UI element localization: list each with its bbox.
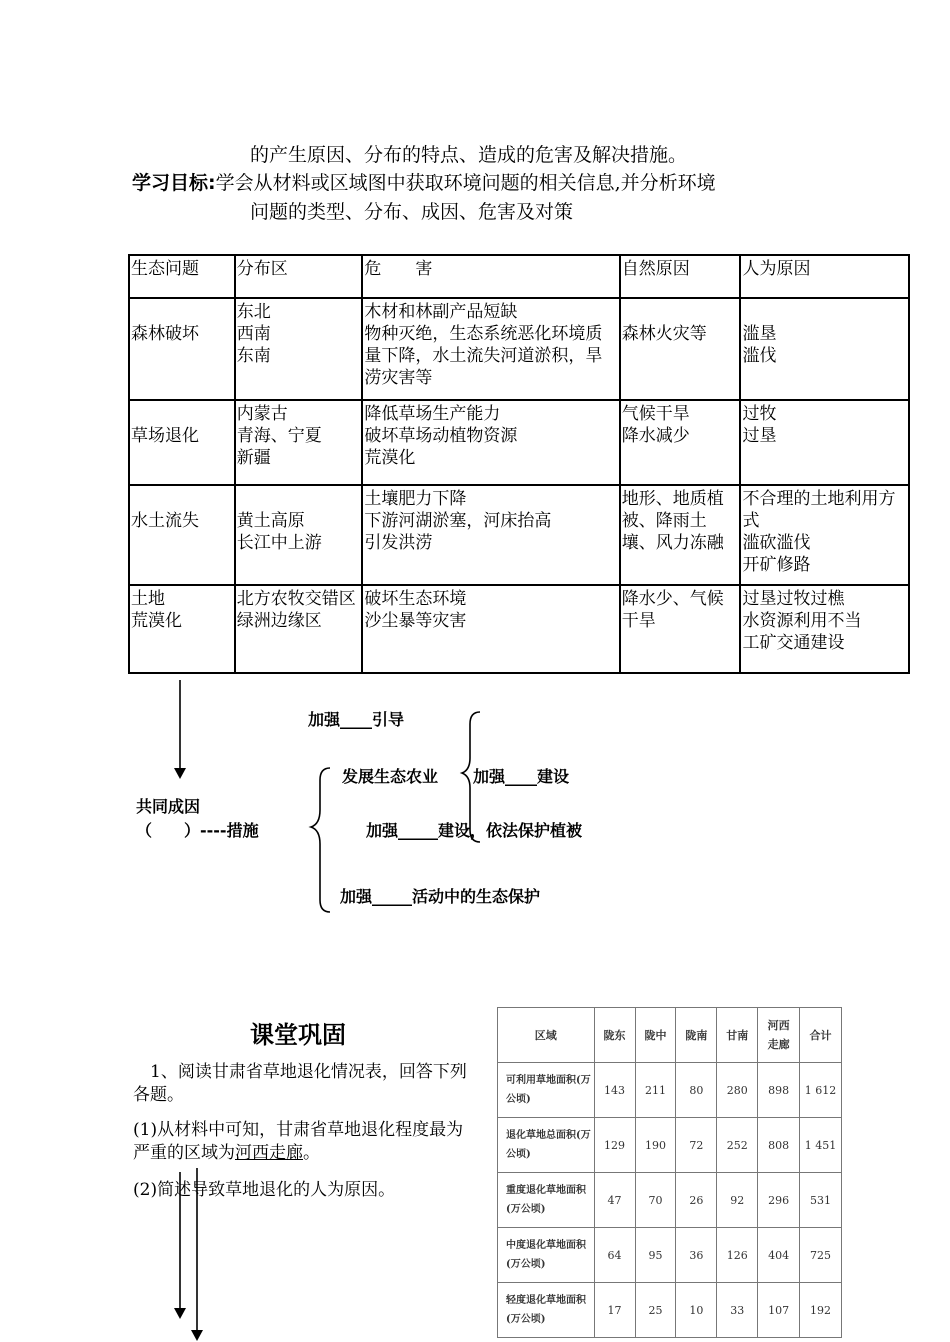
table-cell: 过牧 过垦	[740, 400, 909, 485]
arrow-head-1	[174, 768, 186, 779]
header-cell: 合计	[800, 1008, 842, 1063]
table-cell: 森林破坏	[129, 298, 235, 400]
table-cell: 404	[758, 1228, 800, 1283]
table-cell: 47	[594, 1173, 635, 1228]
header-cell: 分布区	[235, 255, 363, 298]
header-cell: 自然原因	[620, 255, 741, 298]
eco-agri-text: 发展生态农业	[342, 767, 439, 786]
table-cell: 破坏生态环境 沙尘暴等灾害	[362, 585, 619, 673]
guide-text: 加强____引导	[308, 710, 405, 729]
table-cell: 129	[594, 1118, 635, 1173]
table-row	[498, 1118, 842, 1173]
answer-underlined: 河西走廊	[235, 1143, 303, 1163]
header-cell: 河西走廊	[758, 1008, 800, 1063]
table-cell: 气候干旱 降水减少	[620, 400, 741, 485]
row-header: 退化草地总面积(万公顷)	[498, 1118, 595, 1173]
gansu-grassland-table	[497, 1007, 842, 1338]
table-cell: 内蒙古 青海、宁夏 新疆	[235, 400, 363, 485]
table-row	[498, 1063, 842, 1118]
header-cell: 区域	[498, 1008, 595, 1063]
row-header: 中度退化草地面积(万公顷)	[498, 1228, 595, 1283]
table-cell: 190	[635, 1118, 676, 1173]
row-header: 重度退化草地面积(万公顷)	[498, 1173, 595, 1228]
table-header-row	[498, 1008, 842, 1063]
goal-text-1: 学会从材料或区域图中获取环境问题的相关信息,并分析环境	[215, 172, 716, 194]
section-title: 课堂巩固	[250, 1021, 346, 1049]
table-cell: 70	[635, 1173, 676, 1228]
table-cell: 土壤肥力下降 下游河湖淤塞，河床抬高 引发洪涝	[362, 485, 619, 585]
table-cell: 296	[758, 1173, 800, 1228]
table-cell: 25	[635, 1283, 676, 1338]
table-cell: 1 451	[800, 1118, 842, 1173]
question-1-1: (1)从材料中可知，甘肃省草地退化程度最为严重的区域为河西走廊。	[133, 1120, 464, 1163]
table-cell: 17	[594, 1283, 635, 1338]
table-cell: 木材和林副产品短缺 物种灭绝，生态系统恶化环境质量下降，水土流失河道淤积，旱涝灾害等	[362, 298, 619, 400]
table-cell: 72	[676, 1118, 717, 1173]
table-cell: 80	[676, 1063, 717, 1118]
table-cell: 26	[676, 1173, 717, 1228]
brace-large	[311, 768, 330, 912]
table-cell: 64	[594, 1228, 635, 1283]
header-cell: 甘南	[717, 1008, 758, 1063]
header-cell: 生态问题	[129, 255, 235, 298]
table-cell: 33	[717, 1283, 758, 1338]
table-row	[498, 1228, 842, 1283]
build1-text: 加强____建设	[473, 767, 570, 786]
table-cell: 不合理的土地利用方式 滥砍滥伐 开矿修路	[740, 485, 909, 585]
table-row	[498, 1283, 842, 1338]
table-cell: 森林火灾等	[620, 298, 741, 400]
table-cell: 898	[758, 1063, 800, 1118]
row-header: 轻度退化草地面积(万公顷)	[498, 1283, 595, 1338]
table-cell: 降水少、气候干旱	[620, 585, 741, 673]
table-cell: 725	[800, 1228, 842, 1283]
arrow-head-2	[174, 1308, 186, 1319]
table-cell: 252	[717, 1118, 758, 1173]
header-cell: 人为原因	[740, 255, 909, 298]
table-cell: 192	[800, 1283, 842, 1338]
table-cell: 降低草场生产能力 破坏草场动植物资源 荒漠化	[362, 400, 619, 485]
table-cell: 531	[800, 1173, 842, 1228]
measures-label: （ ）----措施	[136, 821, 259, 840]
table-cell: 10	[676, 1283, 717, 1338]
build2-text: 加强_____建设，依法保护植被	[366, 821, 583, 840]
table-cell: 211	[635, 1063, 676, 1118]
table-cell: 水土流失	[129, 485, 235, 585]
common-cause-label: 共同成因	[136, 797, 201, 816]
table-cell: 126	[717, 1228, 758, 1283]
goal-text-2: 问题的类型、分布、成因、危害及对策	[250, 201, 574, 223]
activity-text: 加强_____活动中的生态保护	[340, 887, 541, 906]
table-cell: 滥垦 滥伐	[740, 298, 909, 400]
table-cell: 280	[717, 1063, 758, 1118]
arrow-head-3	[191, 1330, 203, 1341]
header-cell: 陇中	[635, 1008, 676, 1063]
table-cell: 东北 西南 东南	[235, 298, 363, 400]
table-cell: 95	[635, 1228, 676, 1283]
table-cell: 地形、地质植被、降雨土壤、风力冻融	[620, 485, 741, 585]
table-cell: 92	[717, 1173, 758, 1228]
table-cell: 107	[758, 1283, 800, 1338]
table-cell: 143	[594, 1063, 635, 1118]
header-cell: 危 害	[362, 255, 619, 298]
table-cell: 黄土高原 长江中上游	[235, 485, 363, 585]
table-cell: 土地 荒漠化	[129, 585, 235, 673]
intro-line: 的产生原因、分布的特点、造成的危害及解决措施。	[250, 144, 688, 166]
header-cell: 陇东	[594, 1008, 635, 1063]
question-1: 1、阅读甘肃省草地退化情况表，回答下列各题。	[133, 1062, 467, 1105]
table-cell: 过垦过牧过樵 水资源利用不当 工矿交通建设	[740, 585, 909, 673]
header-cell: 陇南	[676, 1008, 717, 1063]
row-header: 可利用草地面积(万公顷)	[498, 1063, 595, 1118]
goal-label: 学习目标:	[132, 172, 216, 194]
table-cell: 北方农牧交错区 绿洲边缘区	[235, 585, 363, 673]
table-row	[498, 1173, 842, 1228]
question-1-2: (2)简述导致草地退化的人为原因。	[133, 1180, 396, 1200]
table-cell: 1 612	[800, 1063, 842, 1118]
table-cell: 808	[758, 1118, 800, 1173]
table-cell: 草场退化	[129, 400, 235, 485]
table-cell: 36	[676, 1228, 717, 1283]
